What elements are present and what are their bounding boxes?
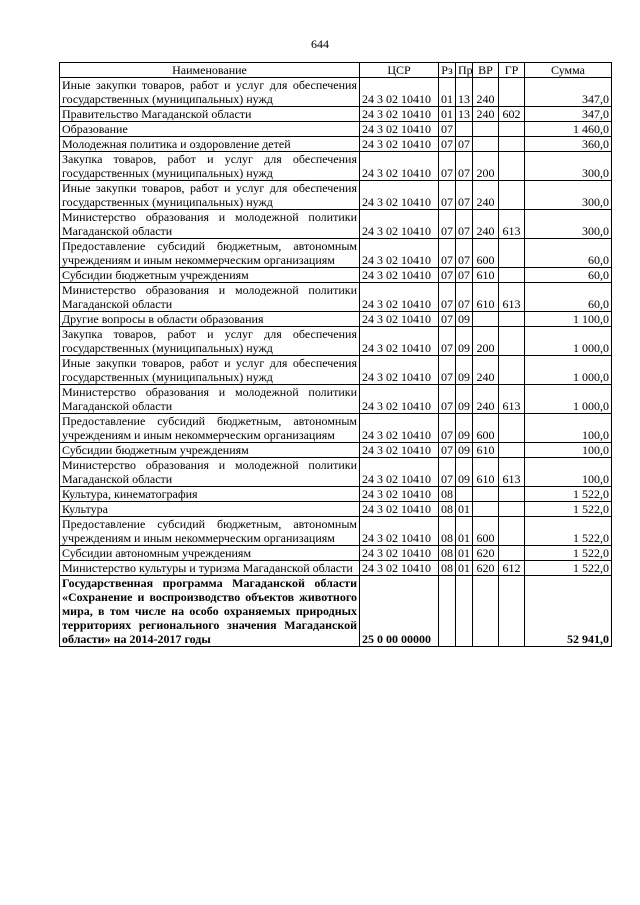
cell-vr <box>473 576 499 647</box>
cell-name: Министерство образования и молодежной политики Магаданской области <box>60 458 360 487</box>
cell-name: Молодежная политика и оздоровление детей <box>60 137 360 152</box>
cell-vr <box>473 122 499 137</box>
header-csr: ЦСР <box>360 63 439 78</box>
table-row <box>60 517 612 546</box>
cell-sum: 1 000,0 <box>525 356 612 385</box>
cell-rz: 07 <box>439 283 456 312</box>
cell-name: Предоставление субсидий бюджетным, автономным учреждениям и иным некоммерческим организациям <box>60 239 360 268</box>
cell-name: Субсидии бюджетным учреждениям <box>60 443 360 458</box>
cell-vr: 610 <box>473 443 499 458</box>
cell-vr: 240 <box>473 181 499 210</box>
cell-vr: 240 <box>473 78 499 107</box>
cell-sum: 300,0 <box>525 210 612 239</box>
cell-gr: 602 <box>499 107 525 122</box>
cell-vr: 610 <box>473 283 499 312</box>
cell-vr <box>473 502 499 517</box>
cell-pr: 07 <box>456 137 473 152</box>
cell-pr: 07 <box>456 210 473 239</box>
cell-csr: 24 3 02 10410 <box>360 443 439 458</box>
cell-vr <box>473 137 499 152</box>
cell-csr: 24 3 02 10410 <box>360 239 439 268</box>
header-vr: ВР <box>473 63 499 78</box>
cell-name: Субсидии бюджетным учреждениям <box>60 268 360 283</box>
cell-sum: 1 100,0 <box>525 312 612 327</box>
table-row <box>60 268 612 283</box>
table-row <box>60 546 612 561</box>
table-row <box>60 458 612 487</box>
cell-rz: 08 <box>439 517 456 546</box>
cell-pr: 09 <box>456 312 473 327</box>
cell-sum: 347,0 <box>525 78 612 107</box>
table-row <box>60 122 612 137</box>
cell-rz: 07 <box>439 239 456 268</box>
cell-vr: 620 <box>473 546 499 561</box>
cell-csr: 24 3 02 10410 <box>360 283 439 312</box>
cell-rz: 07 <box>439 356 456 385</box>
cell-pr: 07 <box>456 152 473 181</box>
cell-rz: 07 <box>439 458 456 487</box>
cell-gr: 612 <box>499 561 525 576</box>
cell-vr: 600 <box>473 517 499 546</box>
cell-gr <box>499 268 525 283</box>
cell-pr: 07 <box>456 283 473 312</box>
cell-rz: 08 <box>439 546 456 561</box>
budget-table <box>59 62 612 647</box>
cell-rz: 07 <box>439 385 456 414</box>
cell-vr <box>473 312 499 327</box>
cell-gr <box>499 414 525 443</box>
cell-name: Закупка товаров, работ и услуг для обеспечения государственных (муниципальных) нужд <box>60 152 360 181</box>
table-row <box>60 78 612 107</box>
table-row <box>60 385 612 414</box>
cell-vr: 600 <box>473 414 499 443</box>
cell-gr <box>499 487 525 502</box>
header-gr: ГР <box>499 63 525 78</box>
table-row <box>60 443 612 458</box>
cell-csr: 24 3 02 10410 <box>360 122 439 137</box>
cell-name: Правительство Магаданской области <box>60 107 360 122</box>
cell-name: Министерство образования и молодежной политики Магаданской области <box>60 283 360 312</box>
cell-vr: 600 <box>473 239 499 268</box>
cell-pr <box>456 576 473 647</box>
cell-csr: 24 3 02 10410 <box>360 561 439 576</box>
cell-pr <box>456 487 473 502</box>
table-row <box>60 239 612 268</box>
cell-gr: 613 <box>499 385 525 414</box>
cell-vr: 200 <box>473 327 499 356</box>
cell-sum: 100,0 <box>525 458 612 487</box>
table-row <box>60 356 612 385</box>
cell-vr: 610 <box>473 268 499 283</box>
cell-vr: 240 <box>473 356 499 385</box>
cell-rz: 07 <box>439 414 456 443</box>
cell-gr <box>499 78 525 107</box>
cell-pr: 01 <box>456 517 473 546</box>
cell-sum: 1 522,0 <box>525 502 612 517</box>
cell-csr: 24 3 02 10410 <box>360 268 439 283</box>
cell-rz: 07 <box>439 268 456 283</box>
table-row <box>60 487 612 502</box>
table-row <box>60 414 612 443</box>
cell-pr: 09 <box>456 443 473 458</box>
cell-gr <box>499 502 525 517</box>
cell-pr: 09 <box>456 458 473 487</box>
cell-sum: 1 000,0 <box>525 385 612 414</box>
cell-sum: 300,0 <box>525 181 612 210</box>
cell-gr <box>499 239 525 268</box>
cell-name: Государственная программа Магаданской области «Сохранение и воспроизводство объектов животного мира, в том числе на особо охраняемых природных территориях регионального значения Магаданской области» на 2014-2017 годы <box>60 576 360 647</box>
cell-pr: 13 <box>456 78 473 107</box>
table-header-row <box>60 63 612 78</box>
cell-rz: 07 <box>439 137 456 152</box>
cell-pr: 07 <box>456 181 473 210</box>
cell-csr: 24 3 02 10410 <box>360 181 439 210</box>
cell-name: Иные закупки товаров, работ и услуг для обеспечения государственных (муниципальных) нужд <box>60 78 360 107</box>
table-row <box>60 327 612 356</box>
cell-pr <box>456 122 473 137</box>
cell-csr: 24 3 02 10410 <box>360 458 439 487</box>
cell-csr: 24 3 02 10410 <box>360 107 439 122</box>
table-row <box>60 561 612 576</box>
cell-gr <box>499 152 525 181</box>
cell-csr: 24 3 02 10410 <box>360 502 439 517</box>
cell-gr: 613 <box>499 458 525 487</box>
cell-vr: 200 <box>473 152 499 181</box>
cell-name: Образование <box>60 122 360 137</box>
cell-rz: 08 <box>439 561 456 576</box>
cell-csr: 24 3 02 10410 <box>360 210 439 239</box>
cell-sum: 360,0 <box>525 137 612 152</box>
cell-gr <box>499 576 525 647</box>
cell-sum: 1 522,0 <box>525 487 612 502</box>
cell-rz: 01 <box>439 78 456 107</box>
table-row <box>60 312 612 327</box>
cell-pr: 07 <box>456 239 473 268</box>
cell-csr: 24 3 02 10410 <box>360 356 439 385</box>
cell-name: Иные закупки товаров, работ и услуг для обеспечения государственных (муниципальных) нужд <box>60 181 360 210</box>
cell-name: Культура <box>60 502 360 517</box>
cell-rz: 08 <box>439 502 456 517</box>
cell-name: Министерство образования и молодежной политики Магаданской области <box>60 385 360 414</box>
cell-gr <box>499 546 525 561</box>
page-number: 644 <box>311 37 329 51</box>
cell-name: Предоставление субсидий бюджетным, автономным учреждениям и иным некоммерческим организациям <box>60 517 360 546</box>
cell-gr: 613 <box>499 210 525 239</box>
cell-name: Закупка товаров, работ и услуг для обеспечения государственных (муниципальных) нужд <box>60 327 360 356</box>
cell-rz: 07 <box>439 327 456 356</box>
cell-name: Иные закупки товаров, работ и услуг для обеспечения государственных (муниципальных) нужд <box>60 356 360 385</box>
table-row-program-total <box>60 576 612 647</box>
cell-pr: 09 <box>456 356 473 385</box>
cell-pr: 09 <box>456 385 473 414</box>
cell-name: Субсидии автономным учреждениям <box>60 546 360 561</box>
header-rz: Рз <box>439 63 456 78</box>
cell-rz: 07 <box>439 443 456 458</box>
cell-sum: 347,0 <box>525 107 612 122</box>
cell-rz: 07 <box>439 181 456 210</box>
cell-csr: 24 3 02 10410 <box>360 517 439 546</box>
header-name: Наименование <box>60 63 360 78</box>
cell-rz: 07 <box>439 210 456 239</box>
table-row <box>60 502 612 517</box>
table-row <box>60 107 612 122</box>
cell-pr: 09 <box>456 327 473 356</box>
cell-csr: 24 3 02 10410 <box>360 152 439 181</box>
cell-vr: 610 <box>473 458 499 487</box>
cell-gr <box>499 443 525 458</box>
table-row <box>60 181 612 210</box>
cell-name: Культура, кинематография <box>60 487 360 502</box>
cell-pr: 01 <box>456 546 473 561</box>
cell-name: Министерство образования и молодежной политики Магаданской области <box>60 210 360 239</box>
cell-sum: 60,0 <box>525 239 612 268</box>
cell-name: Предоставление субсидий бюджетным, автономным учреждениям и иным некоммерческим организациям <box>60 414 360 443</box>
cell-pr: 13 <box>456 107 473 122</box>
cell-gr <box>499 137 525 152</box>
cell-gr <box>499 312 525 327</box>
cell-vr: 240 <box>473 210 499 239</box>
cell-csr: 24 3 02 10410 <box>360 312 439 327</box>
cell-gr <box>499 517 525 546</box>
cell-csr: 24 3 02 10410 <box>360 414 439 443</box>
header-pr: Пр <box>456 63 473 78</box>
cell-csr: 24 3 02 10410 <box>360 78 439 107</box>
table-row <box>60 137 612 152</box>
cell-rz: 07 <box>439 122 456 137</box>
cell-rz: 07 <box>439 312 456 327</box>
cell-sum: 1 460,0 <box>525 122 612 137</box>
cell-pr: 09 <box>456 414 473 443</box>
cell-sum: 52 941,0 <box>525 576 612 647</box>
header-sum: Сумма <box>525 63 612 78</box>
table-row <box>60 152 612 181</box>
cell-gr: 613 <box>499 283 525 312</box>
cell-sum: 300,0 <box>525 152 612 181</box>
cell-sum: 100,0 <box>525 443 612 458</box>
cell-vr: 240 <box>473 385 499 414</box>
cell-vr: 240 <box>473 107 499 122</box>
cell-pr: 01 <box>456 561 473 576</box>
cell-vr <box>473 487 499 502</box>
table-row <box>60 283 612 312</box>
cell-csr: 24 3 02 10410 <box>360 137 439 152</box>
cell-csr: 24 3 02 10410 <box>360 327 439 356</box>
cell-sum: 60,0 <box>525 283 612 312</box>
cell-rz: 08 <box>439 487 456 502</box>
cell-vr: 620 <box>473 561 499 576</box>
cell-csr: 24 3 02 10410 <box>360 487 439 502</box>
cell-sum: 1 000,0 <box>525 327 612 356</box>
table-body <box>60 78 612 647</box>
cell-pr: 01 <box>456 502 473 517</box>
cell-gr <box>499 356 525 385</box>
cell-sum: 100,0 <box>525 414 612 443</box>
cell-gr <box>499 327 525 356</box>
cell-gr <box>499 181 525 210</box>
cell-gr <box>499 122 525 137</box>
cell-csr: 24 3 02 10410 <box>360 385 439 414</box>
cell-csr: 24 3 02 10410 <box>360 546 439 561</box>
cell-pr: 07 <box>456 268 473 283</box>
cell-name: Другие вопросы в области образования <box>60 312 360 327</box>
cell-name: Министерство культуры и туризма Магаданской области <box>60 561 360 576</box>
cell-sum: 60,0 <box>525 268 612 283</box>
cell-csr: 25 0 00 00000 <box>360 576 439 647</box>
cell-rz: 07 <box>439 152 456 181</box>
cell-sum: 1 522,0 <box>525 561 612 576</box>
cell-rz: 01 <box>439 107 456 122</box>
cell-sum: 1 522,0 <box>525 546 612 561</box>
cell-sum: 1 522,0 <box>525 517 612 546</box>
cell-rz <box>439 576 456 647</box>
table-row <box>60 210 612 239</box>
